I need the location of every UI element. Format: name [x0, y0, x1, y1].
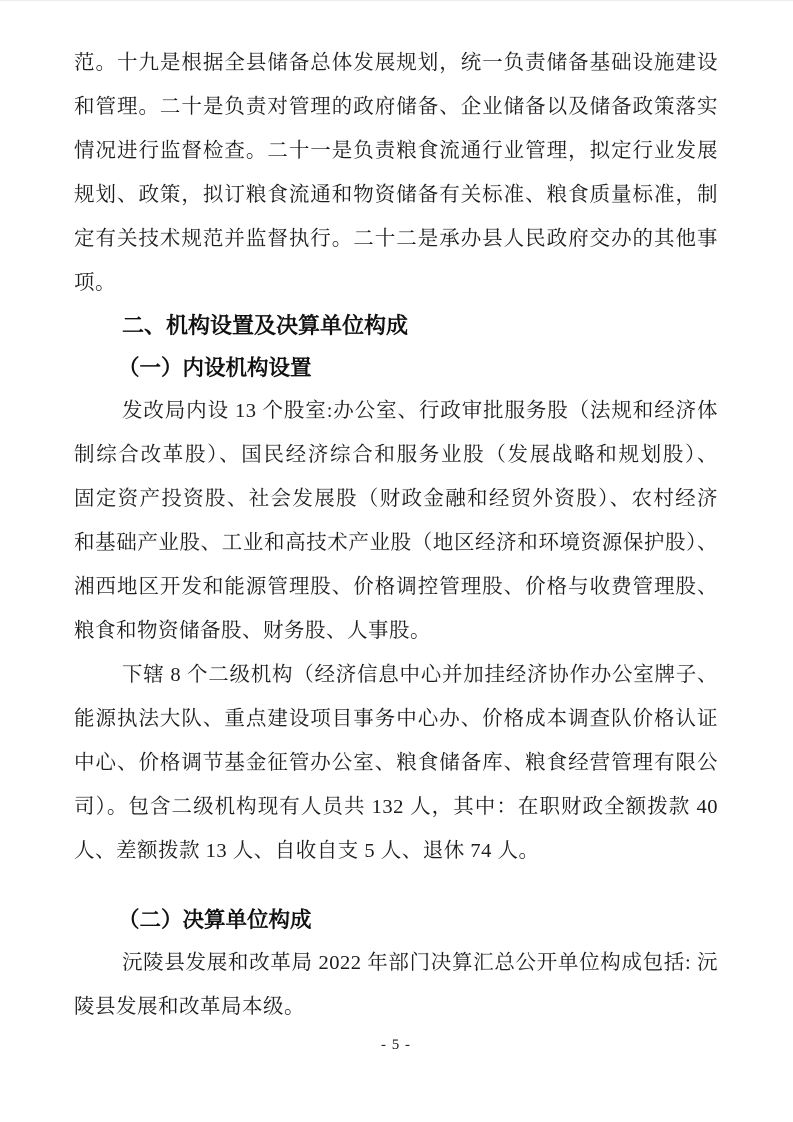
text-line: 项。 — [74, 272, 116, 294]
text-line: 制综合改革股）、国民经济综合和服务业股（发展战略和规划股）、 — [74, 444, 718, 466]
text-line: 规划、政策，拟订粮食流通和物资储备有关标准、粮食质量标准，制 — [74, 184, 718, 206]
text-line: 陵县发展和改革局本级。 — [74, 996, 305, 1018]
text-line: 人、差额拨款 13 人、自收自支 5 人、退休 74 人。 — [74, 840, 540, 862]
text-line: 固定资产投资股、社会发展股（财政金融和经贸外资股）、农村经济 — [74, 488, 718, 510]
text-line: 司）。包含二级机构现有人员共 132 人，其中：在职财政全额拨款 40 — [74, 796, 718, 818]
text-line: 定有关技术规范并监督执行。二十二是承办县人民政府交办的其他事 — [74, 228, 718, 250]
subsection-heading-1: （一）内设机构设置 — [118, 356, 312, 380]
text-line: 范。十九是根据全县储备总体发展规划，统一负责储备基础设施建设 — [74, 52, 718, 74]
text-line: 中心、价格调节基金征管办公室、粮食储备库、粮食经营管理有限公 — [74, 752, 718, 774]
text-line: 湘西地区开发和能源管理股、价格调控管理股、价格与收费管理股、 — [74, 576, 718, 598]
subsection-heading-2: （二）决算单位构成 — [118, 908, 312, 932]
page-number: - 5 - — [381, 1037, 411, 1053]
text-line: 和基础产业股、工业和高技术产业股（地区经济和环境资源保护股）、 — [74, 532, 718, 554]
text-line: 情况进行监督检查。二十一是负责粮食流通行业管理，拟定行业发展 — [74, 140, 718, 162]
text-line: 下辖 8 个二级机构（经济信息中心并加挂经济协作办公室牌子、 — [122, 664, 718, 686]
document-content — [74, 1, 718, 1055]
text-line: 粮食和物资储备股、财务股、人事股。 — [74, 620, 431, 642]
section-heading: 二、机构设置及决算单位构成 — [122, 313, 409, 338]
text-line: 能源执法大队、重点建设项目事务中心办、价格成本调查队价格认证 — [74, 708, 718, 730]
text-line: 发改局内设 13 个股室:办公室、行政审批服务股（法规和经济体 — [122, 400, 718, 422]
text-line: 和管理。二十是负责对管理的政府储备、企业储备以及储备政策落实 — [74, 96, 718, 118]
text-line: 沅陵县发展和改革局 2022 年部门决算汇总公开单位构成包括: 沅 — [122, 952, 718, 974]
